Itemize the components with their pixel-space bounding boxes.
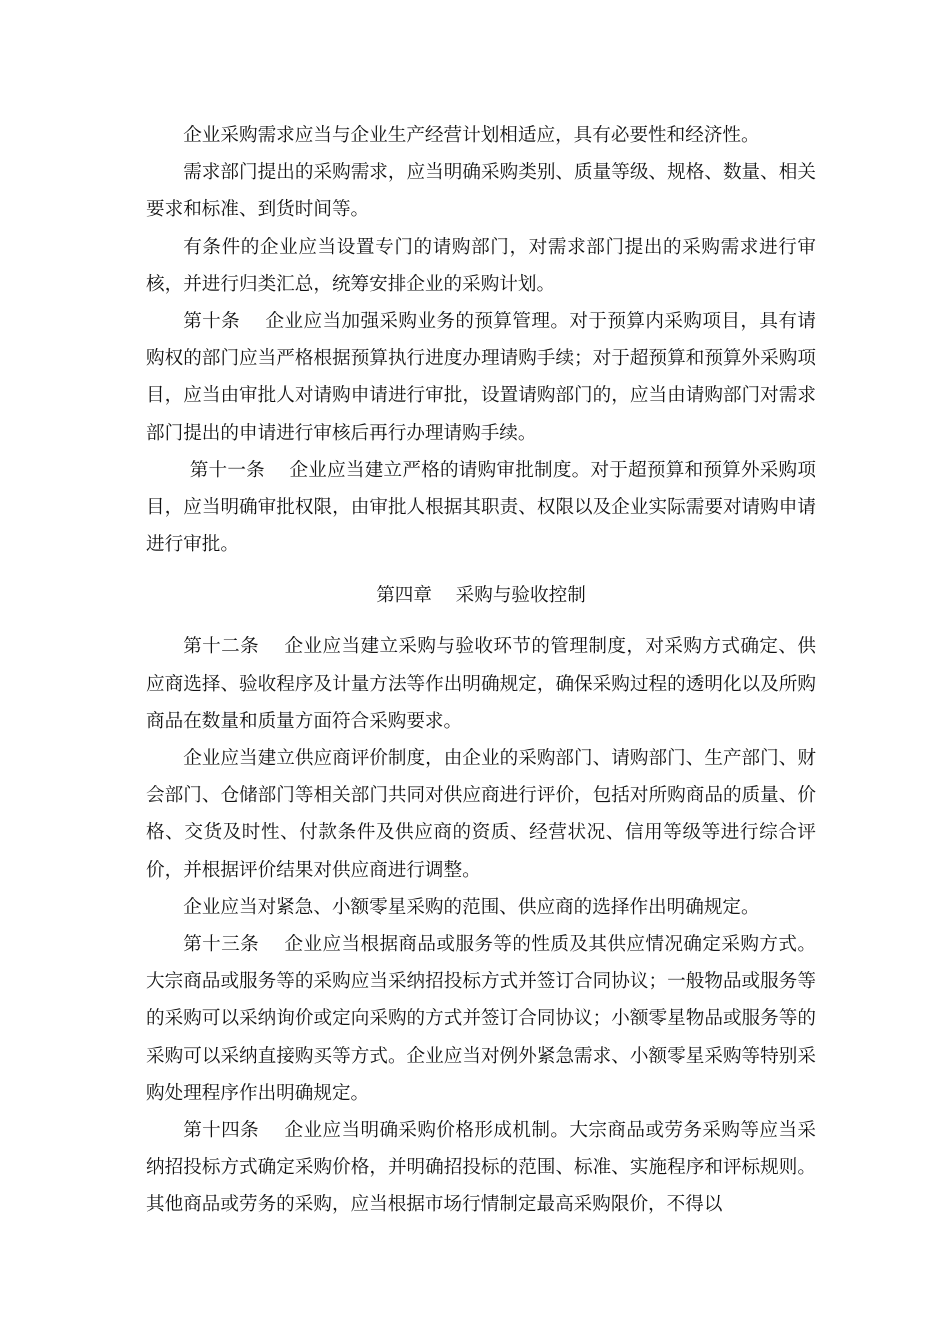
chapter-title: 采购与验收控制 xyxy=(455,585,586,607)
paragraph-text: 企业应当建立供应商评价制度，由企业的采购部门、请购部门、生产部门、财会部门、仓储部门等相关部门共同对供应商进行评价，包括对所购商品的质量、价格、交货及时性、付款条件及供应商的资质、经营状况、信用等级等进行综合评价，并根据评价结果对供应商进行调整。 xyxy=(146,748,816,881)
paragraph-text: 企业应当根据商品或服务等的性质及其供应情况确定采购方式。大宗商品或服务等的采购应当采纳招投标方式并签订合同协议；一般物品或服务等的采购可以采纳询价或定向采购的方式并签订合同协议；小额零星物品或服务等的采购可以采纳直接购买等方式。企业应当对例外紧急需求、小额零星采购等特别采购处理程序作出明确规定。 xyxy=(146,934,816,1104)
paragraph-text: 企业应当建立采购与验收环节的管理制度，对采购方式确定、供应商选择、验收程序及计量方法等作出明确规定，确保采购过程的透明化以及所购商品在数量和质量方面符合采购要求。 xyxy=(146,636,816,732)
paragraph-text: 有条件的企业应当设置专门的请购部门，对需求部门提出的采购需求进行审核，并进行归类汇总，统筹安排企业的采购计划。 xyxy=(146,236,816,295)
paragraph-text: 需求部门提出的采购需求，应当明确采购类别、质量等级、规格、数量、相关要求和标准、到货时间等。 xyxy=(146,162,816,221)
chapter-heading xyxy=(146,576,816,616)
article-number: 第十条 xyxy=(183,311,241,333)
article-14 xyxy=(146,1112,816,1224)
paragraph-text: 企业应当加强采购业务的预算管理。对于预算内采购项目，具有请购权的部门应当严格根据预算执行进度办理请购手续；对于超预算和预算外采购项目，应当由审批人对请购申请进行审批，设置请购部门的，应当由请购部门对需求部门提出的申请进行审核后再行办理请购手续。 xyxy=(146,311,816,444)
article-13 xyxy=(146,926,816,1112)
paragraph-supplier-evaluation xyxy=(146,740,816,889)
paragraph-requisition-department xyxy=(146,229,816,303)
article-number: 第十三条 xyxy=(183,934,260,956)
article-10 xyxy=(146,303,816,452)
paragraph-demand-department xyxy=(146,154,816,228)
paragraph-text: 企业应当明确采购价格形成机制。大宗商品或劳务采购等应当采纳招投标方式确定采购价格，并明确招投标的范围、标准、实施程序和评标规则。其他商品或劳务的采购，应当根据市场行情制定最高采购限价，不得以 xyxy=(146,1120,816,1216)
paragraph-text: 企业应当建立严格的请购审批制度。对于超预算和预算外采购项目，应当明确审批权限，由审批人根据其职责、权限以及企业实际需要对请购申请进行审批。 xyxy=(146,459,816,556)
article-12 xyxy=(146,628,816,740)
article-number: 第十一条 xyxy=(189,459,265,481)
document-body xyxy=(146,117,816,1224)
article-number: 第十四条 xyxy=(183,1120,260,1142)
paragraph-emergency-purchase xyxy=(146,889,816,926)
article-11 xyxy=(146,452,816,564)
paragraph-text: 企业采购需求应当与企业生产经营计划相适应，具有必要性和经济性。 xyxy=(183,125,760,146)
article-number: 第十二条 xyxy=(183,636,260,658)
chapter-number: 第四章 xyxy=(376,585,432,607)
paragraph-text: 企业应当对紧急、小额零星采购的范围、供应商的选择作出明确规定。 xyxy=(183,896,760,918)
paragraph-procurement-demand xyxy=(146,117,816,154)
